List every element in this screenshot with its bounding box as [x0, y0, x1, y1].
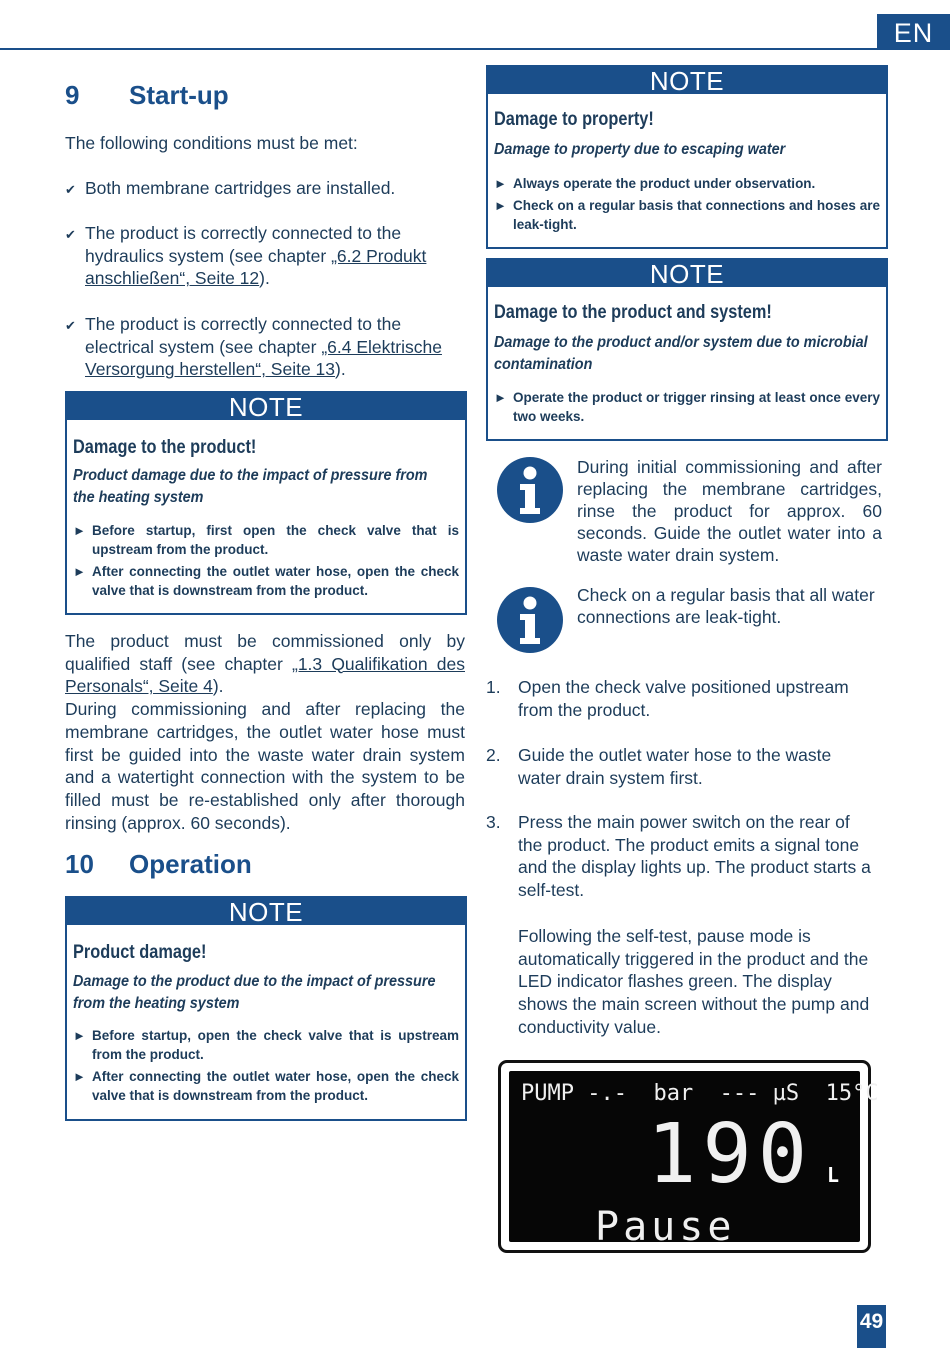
section-heading-startup [65, 80, 465, 110]
info-icon [496, 456, 564, 524]
note-header: NOTE [67, 393, 465, 420]
note-bullet: ► Operate the product or trigger rinsing at least once every two weeks. [494, 390, 880, 424]
note-title: Damage to the product and system! [494, 302, 772, 323]
step-text: Guide the outlet water hose to the waste water drain system first. [518, 745, 832, 788]
triangle-right-icon: ► [73, 523, 86, 538]
triangle-right-icon: ► [494, 390, 507, 405]
note-header: NOTE [488, 67, 886, 94]
triangle-right-icon: ► [73, 564, 86, 579]
checkmark-icon: ✔ [65, 182, 76, 197]
info-text: Check on a regular basis that all water connections are leak-tight. [577, 585, 875, 627]
display-volume: 190 [647, 1107, 814, 1202]
checkmark-icon: ✔ [65, 227, 76, 242]
condition-item [65, 177, 465, 201]
step-number: 2. [486, 745, 501, 765]
section-number: 9 [65, 80, 80, 110]
commissioning-paragraph: The product must be commissioned only by qualified staff (see chapter „1.3 Qualifikation des Personals“, Seite 4). During commissioning and after replacing the membrane cartridges, the outlet water hose must first be guided into the waste water drain system and a watertight connection with the system to be filled must be re-established only after thorough rinsing (approx. 60 seconds). [65, 631, 465, 833]
step-item [486, 744, 882, 792]
note-box-product-damage [65, 391, 467, 615]
note-bullet: ► Before startup, first open the check valve that is upstream from the product. [73, 523, 459, 557]
chapter-link[interactable]: „6.4 Elektrische Versorgung herstellen“, Seite 13 [85, 336, 442, 380]
triangle-right-icon: ► [494, 198, 507, 213]
condition-item [65, 222, 465, 292]
step-number: 1. [486, 677, 501, 697]
triangle-right-icon: ► [494, 176, 507, 191]
step-item [486, 676, 882, 724]
condition-text: The product is correctly connected to the hydraulics system (see chapter „6.2 Produkt anschließen“, Seite 12). [85, 223, 427, 289]
section-title: Operation [129, 849, 252, 879]
info-icon [496, 584, 564, 654]
triangle-right-icon: ► [73, 1028, 86, 1043]
note-subtitle: Damage to the product due to the impact of pressure from the heating system [73, 973, 436, 1012]
info-block-leak-check [496, 584, 882, 656]
display-unit: L [827, 1163, 840, 1187]
header-rule [0, 48, 878, 50]
triangle-right-icon: ► [73, 1069, 86, 1084]
note-bullet: ► Always operate the product under observation. [494, 176, 816, 191]
display-status-line: PUMP -.- bar --- µS 15°C [521, 1081, 879, 1106]
condition-text: The product is correctly connected to the electrical system (see chapter „6.4 Elektrische Versorgung herstellen“, Seite 13). [85, 314, 442, 380]
note-box-property-damage [486, 65, 888, 249]
chapter-link[interactable]: „1.3 Qualifikation des Personals“, Seite 4 [65, 653, 465, 697]
step-text: Press the main power switch on the rear of the product. The product emits a signal tone and the display lights up. The product starts a self-test. [518, 812, 871, 901]
condition-item [65, 313, 465, 383]
step-item [486, 811, 882, 906]
self-test-paragraph: Following the self-test, pause mode is automatically triggered in the product and the LED indicator flashes green. The display shows the main screen without the pump and conductivity value. [518, 926, 870, 1037]
note-bullet: ► Before startup, open the check valve that is upstream from the product. [73, 1028, 459, 1062]
note-subtitle: Damage to the product and/or system due to microbial contamination [494, 334, 868, 373]
section-number: 10 [65, 849, 94, 879]
device-display [498, 1060, 879, 1253]
conditions-intro: The following conditions must be met: [65, 133, 358, 153]
section-title: Start-up [129, 80, 229, 110]
checkmark-icon: ✔ [65, 318, 76, 333]
note-bullet: ► After connecting the outlet water hose, open the check valve that is downstream from the product. [73, 564, 459, 598]
info-block-rinsing [496, 456, 882, 566]
language-tab: EN [877, 14, 950, 50]
note-box-system-damage [486, 258, 888, 441]
note-bullet: ► Check on a regular basis that connections and hoses are leak-tight. [494, 198, 880, 232]
section-heading-operation [65, 849, 465, 879]
condition-text: Both membrane cartridges are installed. [85, 178, 396, 198]
note-header: NOTE [488, 260, 886, 287]
note-title: Product damage! [73, 942, 207, 963]
step-text: Open the check valve positioned upstream from the product. [518, 677, 849, 720]
note-bullet: ► After connecting the outlet water hose, open the check valve that is downstream from the product. [73, 1069, 459, 1103]
note-subtitle: Damage to property due to escaping water [494, 141, 786, 158]
page-number: 49 [857, 1305, 886, 1348]
step-number: 3. [486, 812, 501, 832]
note-box-operation [65, 896, 467, 1121]
chapter-link[interactable]: „6.2 Produkt anschließen“, Seite 12 [85, 245, 427, 289]
note-header: NOTE [67, 898, 465, 925]
display-screen [509, 1071, 879, 1250]
display-mode: Pause [595, 1204, 736, 1250]
info-text: During initial commissioning and after replacing the membrane cartridges, rinse the product for approx. 60 seconds. Guide the outlet water into a waste water drain system. [577, 457, 882, 565]
note-title: Damage to the product! [73, 437, 257, 458]
note-subtitle: Product damage due to the impact of pressure from the heating system [73, 467, 428, 506]
note-title: Damage to property! [494, 109, 654, 130]
